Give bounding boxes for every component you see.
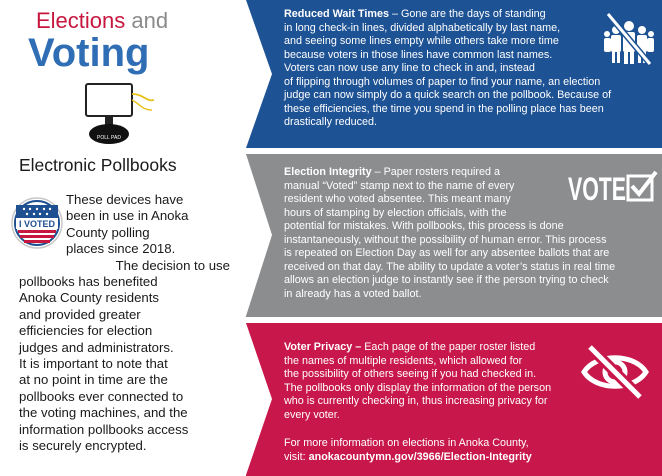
i-voted-sticker-icon <box>10 196 64 250</box>
integrity-heading: Election Integrity <box>284 166 372 178</box>
title-word-and: and <box>131 8 169 33</box>
intro-line: These devices have <box>66 192 184 207</box>
device-label: POLL PAD <box>97 135 121 141</box>
wait-line: in long check-in lines, divided alphabetically by last name, <box>284 21 561 34</box>
wait-line: and seeing some lines empty while others take more time <box>284 35 559 47</box>
intro-text-c <box>19 274 233 454</box>
tablet-pollpad-icon <box>80 80 160 150</box>
eye-slash-icon <box>580 343 650 406</box>
intro-text-a <box>66 192 234 258</box>
intro-line: pollbooks has benefited <box>19 274 158 289</box>
intro-line: been in use in Anoka <box>66 208 189 224</box>
more-info <box>284 437 532 464</box>
wait-times-heading: Reduced Wait Times <box>284 8 389 20</box>
integrity-line: instantaneously, without the possibility of human error. This process <box>284 233 607 246</box>
section-title: Electronic Pollbooks <box>19 155 177 175</box>
wait-line: judge can now simply do a quick search on the pollbook. Because of <box>284 89 612 101</box>
privacy-line: the names of multiple residents, which allowed for <box>284 354 523 367</box>
intro-line: Anoka County residents <box>19 290 160 306</box>
arrow-notch <box>246 0 272 148</box>
page-title: Voting <box>28 31 150 75</box>
privacy-heading: Voter Privacy – <box>284 341 362 353</box>
wait-times-panel <box>246 0 662 148</box>
intro-line: the voting machines, and the <box>19 405 188 421</box>
privacy-line: every voter. <box>284 408 340 421</box>
more-info-link[interactable]: anokacountymn.gov/3966/Election-Integrity <box>308 450 532 463</box>
privacy-line: the possibility of others seeing if you had checked in. <box>284 368 537 380</box>
integrity-line: resident who voted absentee. This meant many <box>284 193 511 205</box>
more-info-line: For more information on elections in Anoka County, <box>284 437 529 449</box>
vote-checkbox-icon <box>568 168 658 211</box>
wait-times-text <box>284 8 611 130</box>
intro-line: at no point in time are the <box>19 372 168 388</box>
integrity-line: allows an election judge to instantly see if the person trying to check <box>284 274 609 286</box>
intro-line: pollbooks ever connected to <box>19 388 184 404</box>
wait-line-first: – Gone are the days of standing <box>389 8 546 20</box>
integrity-line: is repeated on Election Day as well for any absentee ballots that are <box>284 247 610 259</box>
privacy-text <box>284 341 551 422</box>
intro-line: and provided greater <box>19 306 141 322</box>
arrow-notch <box>246 154 272 316</box>
integrity-line: manual “Voted” stamp next to the name of every <box>284 179 515 192</box>
intro-line: It is important to note that <box>19 356 168 372</box>
privacy-line: who is currently checking in, thus increasing privacy for <box>284 395 548 407</box>
intro-line: judges and administrators. <box>19 339 174 355</box>
badge-label: I VOTED <box>18 219 56 229</box>
people-queue-icon <box>604 10 654 73</box>
privacy-panel <box>246 323 662 476</box>
wait-line: these efficiencies, the time you spend in the polling place has been <box>284 102 604 115</box>
title-word-elections: Elections <box>36 8 126 33</box>
integrity-line: hours of stamping by election officials, with the <box>284 206 507 219</box>
integrity-line-first: – Paper rosters required a <box>371 166 501 178</box>
wait-line: Voters can now use any line to check in and, instead <box>284 62 535 74</box>
intro-line: is securely encrypted. <box>19 438 147 454</box>
intro-line: places since 2018. <box>66 241 176 257</box>
wait-line: of flipping through volumes of paper to find your name, an election <box>284 75 601 88</box>
integrity-line: potential for mistakes. With pollbooks, this process is done <box>284 220 564 232</box>
intro-line: information pollbooks access <box>19 421 189 437</box>
wait-line: drastically reduced. <box>284 116 378 128</box>
vote-stamp-text: VOTE <box>568 171 626 206</box>
intro-text-b: The decision to use <box>115 258 230 273</box>
more-info-prefix: visit: <box>284 450 309 463</box>
intro-line: County polling <box>66 224 150 240</box>
integrity-panel <box>246 154 662 317</box>
privacy-line: The pollbooks only display the information of the person <box>284 381 552 394</box>
left-column <box>0 0 238 476</box>
privacy-line-first: Each page of the paper roster listed <box>361 341 536 353</box>
wait-line: because voters in those lines have common last names. <box>284 48 553 61</box>
arrow-notch <box>246 323 272 475</box>
integrity-line: in already has a voted ballot. <box>284 287 422 300</box>
integrity-text <box>284 166 615 301</box>
integrity-line: received on that day. The ability to update a voter’s status in real time <box>284 260 616 273</box>
intro-line: efficiencies for election <box>19 323 153 339</box>
